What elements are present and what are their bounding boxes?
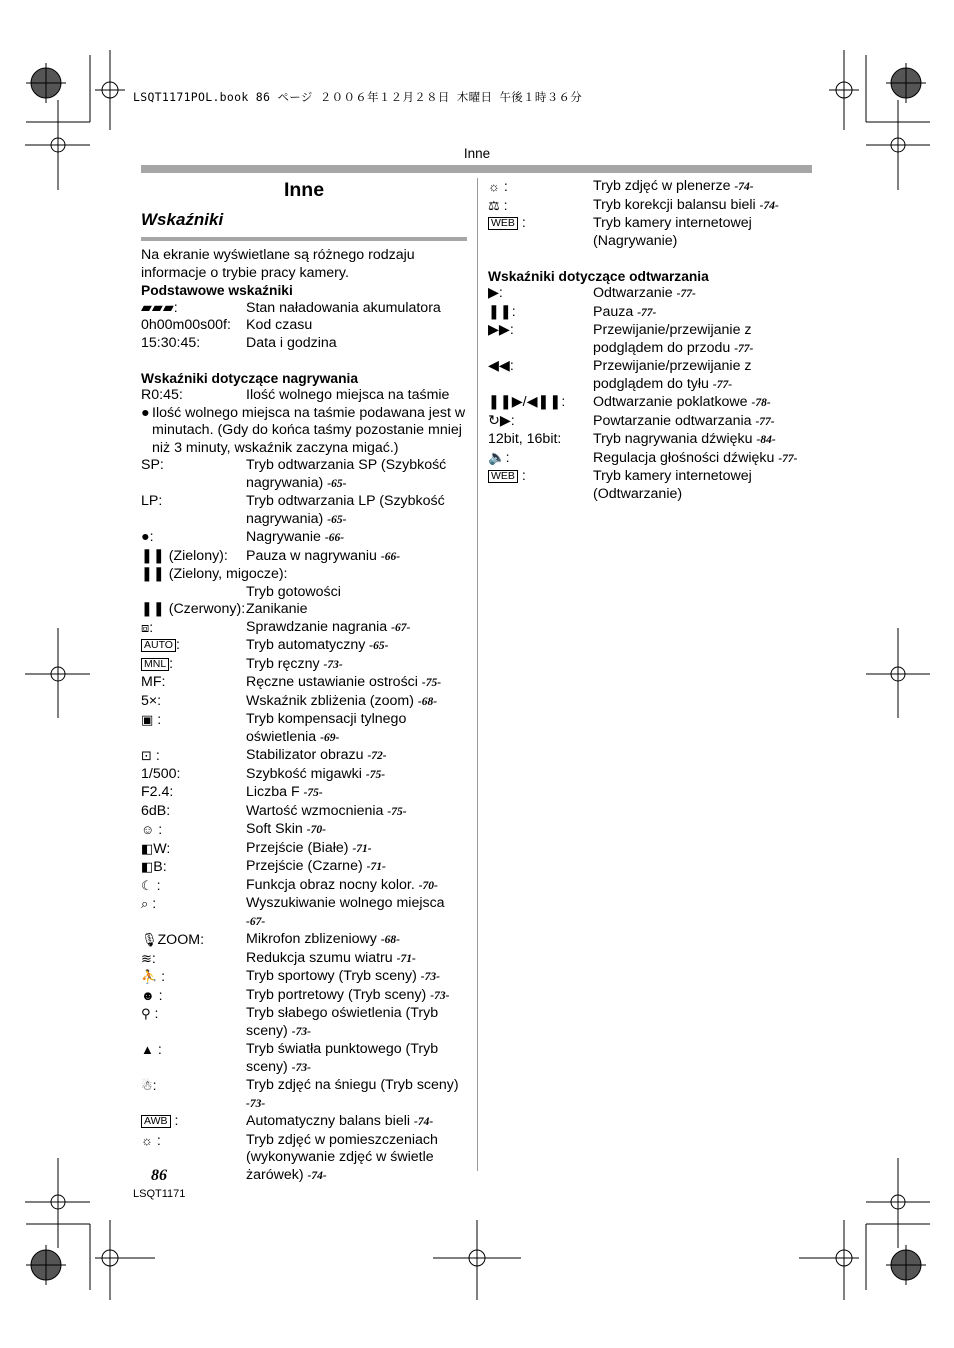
- list-item: [141, 747, 467, 766]
- indicator-description: [246, 1077, 467, 1113]
- list-item: [141, 1077, 467, 1113]
- indicator-description: [246, 821, 467, 840]
- web-camera-icon: WEB: [488, 470, 518, 483]
- list-item: [141, 766, 467, 785]
- right-column: [488, 178, 812, 503]
- indicator-text: Data i godzina: [246, 334, 337, 351]
- low-light-icon: [141, 1005, 246, 1041]
- indicator-text: Kod czasu: [246, 317, 313, 333]
- recording-indicator-list-cont: [488, 178, 812, 250]
- indicator-key: :: [517, 215, 526, 231]
- indicator-text: Redukcja szumu wiatru: [246, 949, 393, 966]
- header-rule: [141, 165, 812, 173]
- indicator-text: Tryb kamery internetowej (Nagrywanie): [593, 215, 752, 249]
- page-ref: -73-: [291, 1061, 311, 1074]
- indicator-key: :: [169, 655, 174, 672]
- indicator-text: Tryb zdjęć w plenerze: [593, 178, 731, 194]
- pause-icon: ❚❚ (Zielony):: [141, 547, 228, 564]
- web-camera-icon: WEB: [488, 217, 518, 230]
- indicator-key: MF:: [141, 674, 166, 690]
- indicator-description: [246, 693, 467, 712]
- indicator-key: :: [152, 877, 161, 894]
- page-ref: -71-: [396, 952, 416, 965]
- page-number: 86: [151, 1167, 167, 1184]
- indicator-description: [246, 656, 467, 675]
- stabilizer-icon: ⊡: [141, 748, 152, 763]
- page-ref: -72-: [367, 750, 387, 762]
- intro-text: Na ekranie wyświetlane są różnego rodzaju informacje o trybie pracy kamery.: [141, 247, 415, 281]
- page-ref: -77-: [712, 378, 733, 391]
- page-ref: -73-: [430, 989, 450, 1002]
- indicator-description: [593, 197, 812, 216]
- list-item: [488, 215, 812, 250]
- indicator-description: [593, 304, 812, 323]
- indicator-text: Wyszukiwanie wolnego miejsca: [246, 895, 445, 911]
- indicator-key: :: [150, 1006, 159, 1022]
- list-item: [488, 413, 812, 432]
- indicator-text: Liczba F: [246, 784, 300, 800]
- page-ref: -77-: [734, 342, 754, 355]
- indicator-description: [246, 840, 467, 859]
- backlight-icon: [141, 711, 246, 747]
- indicator-description: [593, 394, 812, 413]
- list-item: [141, 387, 467, 405]
- basic-indicator-list: [141, 300, 467, 353]
- indicator-text: Wskaźnik zbliżenia (zoom): [246, 692, 414, 709]
- indicator-description: [246, 619, 467, 638]
- list-item: [141, 317, 467, 335]
- indicator-description: [593, 178, 812, 197]
- indicator-key: :: [152, 1078, 157, 1094]
- indicator-text: Tryb korekcji balansu bieli: [593, 196, 756, 213]
- page-ref: -73-: [323, 658, 343, 671]
- page-ref: -69-: [320, 731, 340, 744]
- page-ref: -67-: [391, 621, 411, 634]
- page-ref: -75-: [303, 787, 323, 799]
- backlight-icon: ▣: [141, 712, 154, 727]
- indicator-description: [246, 1113, 467, 1132]
- list-item: [141, 821, 467, 840]
- list-item: [141, 950, 467, 969]
- indicator-text: Tryb kamery internetowej (Odtwarzanie): [593, 468, 752, 502]
- page-ref: -75-: [387, 805, 407, 818]
- indicator-text: Wartość wzmocnienia: [246, 802, 384, 819]
- list-item: [488, 178, 812, 197]
- indicator-text: Tryb odtwarzania SP (Szybkość nagrywania): [246, 457, 447, 491]
- list-item: [141, 987, 467, 1006]
- manual-mode-icon: [141, 656, 246, 675]
- indicator-text: Tryb słabego oświetlenia (Tryb sceny): [246, 1005, 439, 1039]
- subsection-rule: [141, 237, 467, 241]
- indicator-description: [246, 803, 467, 822]
- spotlight-icon: [141, 1041, 246, 1077]
- indicator-description: [593, 215, 812, 250]
- note-bullet: [141, 405, 467, 458]
- page-ref: -74-: [734, 181, 754, 193]
- indicator-key: :: [151, 950, 156, 967]
- indicator-key: :: [499, 179, 508, 195]
- note-text: Ilość wolnego miejsca na taśmie podawana jest w minutach. (Gdy do końca taśmy pozostanie mniej niż 3 minuty, wskaźnik zaczyna migać.): [152, 404, 466, 456]
- list-item: [141, 931, 467, 950]
- indicator-text: Tryb nagrywania dźwięku: [593, 431, 753, 447]
- manual-mode-icon: MNL: [141, 658, 169, 671]
- page-ref: -66-: [324, 532, 345, 544]
- wipe-black-icon: [141, 858, 246, 877]
- soft-skin-icon: [141, 821, 246, 840]
- indicator-text: Ręczne ustawianie ostrości: [246, 674, 418, 690]
- indicator-text: Tryb sportowy (Tryb sceny): [246, 968, 417, 984]
- list-item: [141, 637, 467, 656]
- page-ref: -65-: [327, 477, 347, 490]
- outdoor-wb-icon: ☼: [488, 179, 500, 194]
- indicator-key: 6dB:: [141, 802, 171, 819]
- indicator-description: [246, 968, 467, 987]
- indicator-text: Odtwarzanie poklatkowe: [593, 394, 748, 410]
- indicator-key: :: [154, 822, 163, 838]
- indicator-key: SP:: [141, 457, 164, 473]
- indicator-text: Soft Skin: [246, 821, 303, 837]
- wb-adjust-icon: [488, 197, 593, 216]
- indicator-text: Stabilizator obrazu: [246, 747, 364, 763]
- indicator-description: [593, 431, 812, 450]
- wipe-black-icon: ◧: [141, 859, 154, 874]
- indicator-text: Zanikanie: [246, 601, 308, 617]
- indicator-text: Regulacja głośności dźwięku: [593, 449, 775, 466]
- running-title: Inne: [463, 146, 491, 161]
- blank-search-icon: ⌕: [141, 896, 149, 911]
- list-item: [141, 674, 467, 693]
- pause-icon: ❚❚:: [488, 303, 516, 320]
- page-ref: -70-: [306, 824, 326, 836]
- indicator-description: [246, 1041, 467, 1077]
- indicator-key: 15:30:45:: [141, 334, 201, 351]
- indicator-description: [246, 766, 467, 785]
- playback-indicator-list: [488, 285, 812, 503]
- list-item: [141, 584, 467, 602]
- portrait-mode-icon: ☻: [141, 987, 155, 1003]
- list-item: [141, 803, 467, 822]
- list-item: [141, 601, 467, 619]
- list-item: [488, 450, 812, 469]
- page-ref: -66-: [380, 550, 401, 563]
- battery-icon: ▰▰▰:: [141, 299, 178, 316]
- wipe-white-icon: [141, 840, 246, 859]
- page-ref: -68-: [417, 695, 438, 708]
- page-ref: -67-: [246, 915, 266, 928]
- indicator-key: :: [499, 197, 508, 214]
- indicator-text: Pauza: [593, 303, 634, 320]
- indicator-key: :: [157, 969, 166, 985]
- indicator-description: [246, 895, 467, 931]
- indicator-text: Mikrofon zblizeniowy: [246, 931, 377, 947]
- page-ref: -77-: [637, 306, 657, 319]
- repeat-play-icon: ↻▶:: [488, 412, 515, 429]
- indicator-key: :: [151, 748, 160, 764]
- indicator-text: Przewijanie/przewijanie z podglądem do tyłu: [593, 358, 752, 392]
- indicator-text: Tryb odtwarzania LP (Szybkość nagrywania): [246, 493, 445, 527]
- document-code: LSQT1171: [133, 1188, 186, 1200]
- sports-mode-icon: [141, 968, 246, 987]
- indicator-key: :: [170, 1113, 179, 1129]
- spotlight-icon: ▲: [141, 1042, 154, 1057]
- list-item: [141, 619, 467, 638]
- list-item: [141, 656, 467, 675]
- list-item: [488, 197, 812, 216]
- snow-mode-icon: [141, 1077, 246, 1113]
- record-icon: ●:: [141, 529, 154, 545]
- page-ref: -75-: [421, 677, 442, 689]
- indicator-key: :: [154, 987, 163, 1004]
- indicator-key: 1/500:: [141, 765, 181, 782]
- wind-noise-icon: ≋: [141, 950, 152, 966]
- recording-heading: Wskaźniki dotyczące nagrywania: [141, 370, 358, 386]
- indicator-description: [593, 450, 812, 469]
- indicator-key: ZOOM:: [157, 932, 205, 948]
- indicator-key: W:: [153, 840, 171, 857]
- page-ref: -71-: [366, 861, 386, 873]
- web-camera-icon: [488, 468, 593, 503]
- list-item: [141, 1132, 467, 1186]
- page-ref: -74-: [759, 199, 779, 212]
- list-item: [141, 1113, 467, 1132]
- indicator-description: [246, 674, 467, 693]
- soft-skin-icon: ☺: [141, 822, 155, 837]
- auto-mode-icon: AUTO: [141, 639, 176, 652]
- indicator-text: Tryb portretowy (Tryb sceny): [246, 986, 427, 1003]
- indicator-key: :: [153, 1042, 162, 1058]
- pause-blink-key: ❚❚ (Zielony, migocze):: [141, 566, 288, 582]
- indicator-key: B:: [153, 859, 167, 875]
- list-item: [141, 840, 467, 859]
- page-ref: -65-: [369, 640, 389, 652]
- indicator-description: [246, 335, 467, 353]
- page-ref: -73-: [291, 1025, 311, 1038]
- indicator-text: Nagrywanie: [246, 529, 321, 545]
- low-light-icon: ⚲: [141, 1006, 151, 1021]
- indicator-text: Pauza w nagrywaniu: [246, 547, 377, 564]
- section-title: Inne: [283, 179, 325, 201]
- list-item: [141, 335, 467, 353]
- indicator-text: Automatyczny balans bieli: [246, 1113, 411, 1129]
- indicator-description: [593, 322, 812, 358]
- list-item: [488, 285, 812, 304]
- page-ref: -65-: [327, 513, 347, 526]
- list-item: [141, 711, 467, 747]
- indicator-key: :: [175, 637, 180, 653]
- wb-adjust-icon: ⚖: [488, 197, 500, 213]
- indicator-description: [246, 300, 467, 318]
- awb-icon: [141, 1113, 246, 1132]
- list-item: [141, 895, 467, 931]
- indicator-text: Stan naładowania akumulatora: [246, 299, 441, 316]
- indicator-description: [246, 637, 467, 656]
- stabilizer-icon: [141, 747, 246, 766]
- page-ref: -77-: [755, 415, 775, 428]
- indicator-key: LP:: [141, 493, 163, 509]
- indicator-description: [246, 317, 467, 335]
- blank-search-icon: [141, 895, 246, 931]
- play-icon: ▶:: [488, 285, 503, 301]
- rec-check-icon: [141, 619, 246, 638]
- web-camera-icon: [488, 215, 593, 250]
- indicator-text: Tryb kompensacji tylnego oświetlenia: [246, 711, 407, 745]
- wind-noise-icon: [141, 950, 246, 969]
- fast-forward-icon: ▶▶:: [488, 322, 514, 338]
- auto-mode-icon: [141, 637, 246, 656]
- page-ref: -68-: [380, 934, 401, 946]
- indicator-description: [246, 931, 467, 950]
- list-item: [141, 548, 467, 567]
- indicator-text: Tryb zdjęć w pomieszczeniach (wykonywanie zdjęć w świetle żarówek): [246, 1131, 438, 1183]
- list-item: [141, 300, 467, 318]
- indicator-description: [246, 877, 467, 896]
- indicator-text: Tryb automatyczny: [246, 637, 366, 653]
- indicator-description: [593, 413, 812, 432]
- indicator-description: [246, 987, 467, 1006]
- list-item: [141, 784, 467, 803]
- indicator-description: [246, 784, 467, 803]
- page-ref: -74-: [307, 1169, 327, 1182]
- list-item: [488, 358, 812, 394]
- indicator-description: [246, 1132, 467, 1186]
- rec-check-icon: ⧈: [141, 619, 150, 635]
- indicator-text: Sprawdzanie nagrania: [246, 618, 388, 635]
- indicator-key: 12bit, 16bit:: [488, 431, 562, 447]
- indicator-key: 0h00m00s00f:: [141, 317, 231, 333]
- list-item: [141, 1041, 467, 1077]
- indicator-key: R0:45:: [141, 387, 183, 403]
- indicator-text: Tryb gotowości: [246, 583, 341, 600]
- list-item: [488, 468, 812, 503]
- indicator-text: Tryb światła punktowego (Tryb sceny): [246, 1041, 439, 1075]
- awb-icon: AWB: [141, 1115, 171, 1128]
- left-column: [141, 178, 467, 1185]
- indicator-description: [246, 711, 467, 747]
- page-ref: -78-: [751, 397, 771, 409]
- page-ref: -74-: [413, 1116, 434, 1128]
- recording-indicator-list: [141, 619, 467, 1186]
- indicator-key: :: [153, 712, 162, 728]
- indicator-description: [246, 747, 467, 766]
- list-item: [141, 858, 467, 877]
- volume-icon: 🔈:: [488, 449, 510, 466]
- indicator-key: :: [517, 468, 526, 484]
- night-color-icon: ☾: [141, 877, 153, 893]
- page-ref: -73-: [420, 971, 440, 983]
- indicator-text: Odtwarzanie: [593, 285, 673, 301]
- list-item: [141, 968, 467, 987]
- list-item: [141, 493, 467, 529]
- indicator-text: Ilość wolnego miejsca na taśmie: [246, 387, 450, 403]
- bullet-icon: ●: [141, 404, 150, 421]
- zoom-mic-icon: [141, 931, 246, 950]
- indicator-key: 5×:: [141, 692, 162, 709]
- list-item: [141, 457, 467, 493]
- indicator-text: Przejście (Białe): [246, 839, 349, 856]
- basic-heading: Podstawowe wskaźniki: [141, 283, 293, 298]
- indicator-text: Tryb ręczny: [246, 655, 320, 672]
- page-ref: -77-: [778, 452, 798, 465]
- portrait-mode-icon: [141, 987, 246, 1006]
- indicator-key: F2.4:: [141, 784, 174, 800]
- page-ref: -84-: [756, 434, 776, 446]
- indicator-text: Przewijanie/przewijanie z podglądem do przodu: [593, 322, 752, 356]
- indoor-wb-icon: ☼: [141, 1132, 153, 1148]
- column-divider: [477, 178, 478, 1171]
- wipe-white-icon: ◧: [141, 840, 154, 856]
- indicator-key: :: [152, 1132, 161, 1149]
- list-item: [141, 1005, 467, 1041]
- night-color-icon: [141, 877, 246, 896]
- indicator-description: [246, 858, 467, 877]
- rewind-icon: ◀◀:: [488, 358, 514, 374]
- snow-mode-icon: ☃: [141, 1078, 153, 1093]
- playback-heading: Wskaźniki dotyczące odtwarzania: [488, 268, 709, 284]
- list-item: [141, 877, 467, 896]
- indicator-description: [593, 468, 812, 503]
- indicator-text: Szybkość migawki: [246, 765, 362, 782]
- indicator-description: [246, 950, 467, 969]
- zoom-mic-icon: 🎙: [141, 932, 158, 947]
- indicator-text: Przejście (Czarne): [246, 858, 363, 874]
- page-ref: -71-: [352, 842, 372, 855]
- indicator-text: Funkcja obraz nocny kolor.: [246, 876, 415, 893]
- list-item: [488, 304, 812, 323]
- indicator-key: :: [149, 619, 154, 636]
- list-item: [141, 693, 467, 712]
- list-item: [488, 431, 812, 450]
- frame-step-icon: ❚❚▶/◀❚❚:: [488, 394, 566, 410]
- list-item: [141, 529, 467, 548]
- indicator-text: Powtarzanie odtwarzania: [593, 412, 752, 429]
- list-item: [488, 394, 812, 413]
- page-ref: -75-: [365, 768, 386, 781]
- page-ref: -70-: [418, 879, 438, 892]
- indicator-text: Tryb zdjęć na śniegu (Tryb sceny): [246, 1077, 459, 1093]
- subsection-title: Wskaźniki: [141, 210, 224, 229]
- indicator-description: [593, 285, 812, 304]
- page-ref: -77-: [676, 288, 696, 300]
- indicator-key: :: [148, 896, 157, 912]
- outdoor-wb-icon: [488, 178, 593, 197]
- print-header: LSQT1171POL.book 86 ページ ２００６年１２月２８日 木曜日 午後１時３６分: [133, 90, 583, 104]
- sports-mode-icon: ⛹: [141, 969, 158, 984]
- pause-icon: ❚❚ (Czerwony):: [141, 601, 246, 617]
- page-ref: -73-: [246, 1097, 266, 1110]
- indicator-description: [246, 1005, 467, 1041]
- list-item: [488, 322, 812, 358]
- indicator-description: [593, 358, 812, 394]
